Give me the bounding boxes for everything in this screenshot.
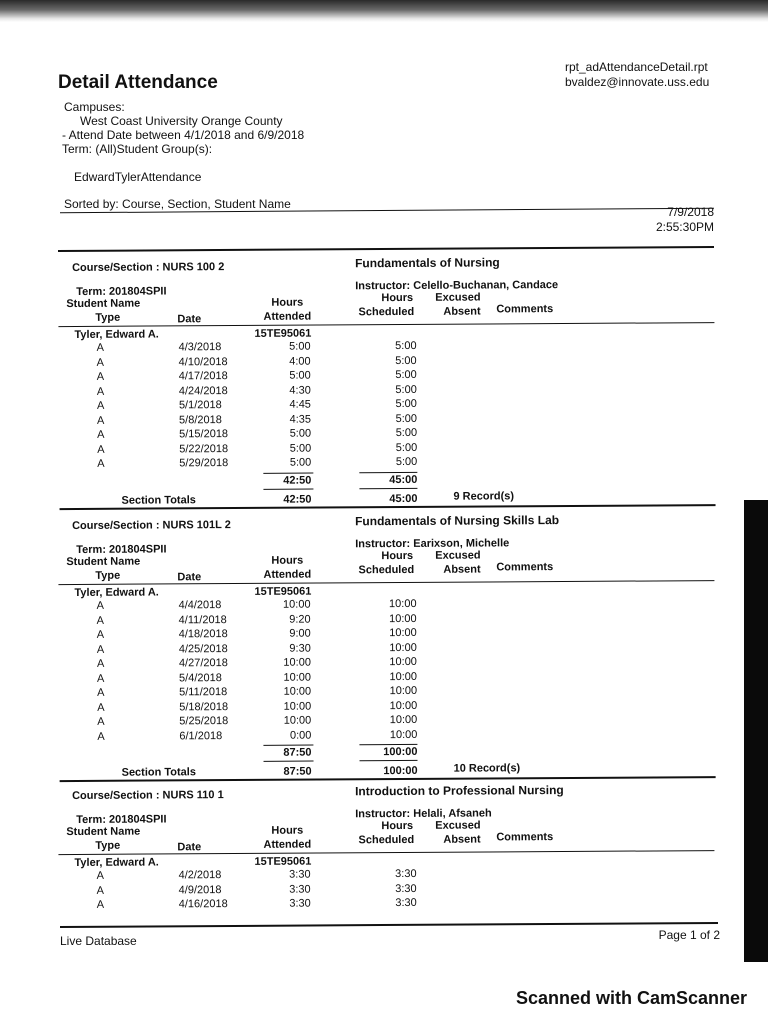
hours-attended: 3:30 (289, 868, 311, 881)
hours-scheduled: 10:00 (389, 612, 417, 625)
attendance-type: A (97, 457, 105, 470)
attendance-date: 4/24/2018 (178, 384, 228, 397)
attended-header: Attended (263, 568, 312, 581)
hours-attended: 10:00 (283, 656, 311, 669)
footer-database: Live Database (60, 934, 137, 948)
hours-scheduled: 3:30 (395, 882, 417, 895)
hours-scheduled: 5:00 (395, 354, 417, 367)
student-row-name: Tyler, Edward A. (74, 328, 159, 341)
hours-attended: 5:00 (289, 340, 311, 353)
excused-header: Excused (435, 549, 481, 562)
attendance-type: A (96, 657, 105, 670)
hours-header: Hours (381, 549, 414, 563)
total-scheduled: 100:00 (383, 764, 418, 778)
attendance-date: 4/10/2018 (178, 355, 228, 368)
hours-attended: 10:00 (283, 685, 312, 698)
attendance-type: A (96, 643, 105, 656)
campuses-label: Campuses: (64, 100, 125, 114)
attendance-date: 4/11/2018 (178, 613, 227, 626)
student-row-name: Tyler, Edward A. (74, 586, 159, 599)
attendance-type: A (96, 370, 105, 383)
course-name: Fundamentals of Nursing (355, 255, 500, 271)
print-date: 7/9/2018 (667, 205, 714, 219)
camscanner-watermark: Scanned with CamScanner (516, 988, 748, 1008)
hours-scheduled: 5:00 (395, 368, 417, 382)
attendance-type: A (96, 898, 105, 911)
hours-attended: 5:00 (289, 427, 312, 440)
term-filter: Term: (All)Student Group(s): (62, 142, 213, 156)
scheduled-header: Scheduled (358, 563, 415, 577)
attendance-type: A (97, 428, 105, 441)
attendance-type: A (96, 884, 105, 897)
attendance-date: 5/1/2018 (178, 399, 222, 412)
hours-scheduled: 3:30 (395, 867, 417, 881)
total-attended: 42:50 (283, 493, 312, 506)
course-name: Fundamentals of Nursing Skills Lab (355, 513, 560, 529)
student-row-name: Tyler, Edward A. (74, 856, 159, 869)
attendance-type: A (96, 356, 105, 369)
hours-header: Hours (271, 296, 304, 309)
student-id: 15TE95061 (254, 855, 312, 868)
attendance-type: A (96, 628, 105, 641)
instructor-name: Instructor: Helali, Afsaneh (355, 807, 492, 821)
attendance-date: 5/22/2018 (179, 442, 229, 455)
course-section-label: Course/Section : NURS 101L 2 (72, 519, 231, 533)
page-number: Page 1 of 2 (658, 928, 720, 942)
attendance-date: 4/4/2018 (178, 599, 222, 612)
subtotal-underline-scheduled (359, 487, 417, 488)
hours-header: Hours (271, 824, 304, 837)
attendance-date: 5/29/2018 (179, 457, 229, 470)
course-section (0, 510, 768, 779)
column-header-rule (58, 850, 714, 855)
student-group: EdwardTylerAttendance (74, 170, 202, 184)
type-header: Type (95, 311, 121, 324)
subtotal-underline-attended (264, 761, 314, 762)
attendance-type: A (97, 701, 105, 714)
date-header: Date (177, 571, 202, 584)
attendance-type: A (96, 414, 105, 427)
section-totals-label: Section Totals (121, 766, 196, 779)
attendance-type: A (96, 599, 104, 612)
term-label: Term: 201804SPII (76, 813, 167, 826)
scheduled-header: Scheduled (358, 305, 415, 319)
attendance-date: 5/15/2018 (179, 428, 229, 441)
attendance-type: A (96, 614, 105, 627)
hours-attended: 4:00 (289, 355, 311, 368)
type-header: Type (95, 569, 121, 582)
hours-attended: 3:30 (289, 897, 311, 910)
comments-header: Comments (496, 303, 554, 316)
hours-header: Hours (271, 554, 304, 567)
attendance-date: 4/3/2018 (178, 341, 222, 354)
attendance-date: 4/27/2018 (178, 657, 228, 670)
hours-scheduled: 5:00 (395, 455, 418, 469)
attended-header: Attended (263, 838, 312, 851)
attendance-date: 4/25/2018 (178, 642, 228, 655)
hours-scheduled: 10:00 (389, 728, 418, 741)
attendance-date: 4/16/2018 (178, 898, 228, 911)
hours-scheduled: 10:00 (389, 626, 417, 640)
hours-attended: 4:30 (289, 384, 311, 397)
attendance-date: 4/18/2018 (178, 628, 228, 641)
hours-attended: 10:00 (283, 671, 312, 684)
hours-attended: 10:00 (283, 714, 312, 727)
attendance-type: A (96, 869, 104, 882)
hours-scheduled: 5:00 (395, 397, 417, 411)
excused-header: Excused (435, 291, 481, 304)
student-name-header: Student Name (66, 825, 141, 839)
attendance-date: 5/4/2018 (178, 671, 222, 684)
attendance-date: 5/8/2018 (178, 413, 222, 426)
hours-scheduled: 5:00 (395, 412, 418, 425)
hours-attended: 3:30 (289, 883, 311, 896)
attendance-type: A (97, 715, 105, 728)
subtotal-attended: 87:50 (283, 746, 312, 759)
term-label: Term: 201804SPII (76, 285, 167, 298)
subtotal-underline-scheduled (360, 760, 418, 761)
hours-scheduled: 5:00 (395, 426, 418, 440)
comments-header: Comments (496, 561, 554, 574)
hours-scheduled: 10:00 (388, 597, 417, 611)
total-scheduled: 45:00 (389, 492, 418, 505)
print-time: 2:55:30PM (655, 220, 714, 234)
hours-attended: 9:20 (289, 613, 311, 626)
course-section-label: Course/Section : NURS 100 2 (72, 261, 225, 275)
absent-header: Absent (443, 305, 481, 318)
column-header-rule (58, 580, 714, 585)
scheduled-header: Scheduled (358, 833, 415, 847)
date-filter: - Attend Date between 4/1/2018 and 6/9/2018 (62, 128, 305, 142)
sorted-by: Sorted by: Course, Section, Student Name (64, 197, 291, 211)
subtotal-underline-attended (263, 488, 313, 489)
student-id: 15TE95061 (254, 327, 312, 340)
hours-attended: 4:35 (289, 413, 312, 426)
comments-header: Comments (496, 831, 554, 844)
hours-attended: 4:45 (289, 398, 311, 411)
attendance-type: A (96, 672, 105, 685)
course-section (0, 252, 768, 507)
excused-header: Excused (435, 819, 481, 832)
hours-scheduled: 10:00 (389, 655, 417, 669)
attendance-type: A (96, 341, 104, 354)
hours-attended: 9:00 (289, 627, 311, 640)
student-name-header: Student Name (66, 555, 141, 569)
hours-attended: 5:00 (289, 369, 311, 382)
hours-attended: 0:00 (289, 729, 312, 742)
instructor-name: Instructor: Earixson, Michelle (355, 537, 510, 551)
report-title: Detail Attendance (58, 72, 218, 93)
hours-attended: 5:00 (289, 442, 312, 455)
campus-name: West Coast University Orange County (80, 114, 283, 128)
attendance-type: A (97, 730, 105, 743)
subtotal-attended: 42:50 (283, 474, 312, 487)
student-id: 15TE95061 (254, 585, 312, 598)
attendance-type: A (97, 443, 105, 456)
absent-header: Absent (443, 563, 481, 576)
type-header: Type (95, 839, 121, 852)
course-name: Introduction to Professional Nursing (355, 783, 564, 799)
column-header-rule (58, 322, 714, 327)
hours-attended: 9:30 (289, 642, 311, 655)
report-user-email: bvaldez@innovate.uss.edu (565, 75, 710, 89)
attended-header: Attended (263, 310, 312, 323)
hours-scheduled: 10:00 (389, 699, 418, 712)
attendance-date: 4/9/2018 (178, 883, 222, 896)
hours-header: Hours (381, 819, 414, 833)
hours-scheduled: 10:00 (389, 713, 418, 727)
attendance-date: 5/11/2018 (179, 686, 228, 699)
record-count: 9 Record(s) (453, 489, 515, 503)
term-label: Term: 201804SPII (76, 543, 167, 556)
subtotal-scheduled: 45:00 (389, 473, 418, 486)
absent-header: Absent (443, 833, 481, 846)
hours-attended: 10:00 (283, 700, 312, 713)
hours-scheduled: 5:00 (395, 339, 417, 353)
hours-scheduled: 10:00 (389, 641, 417, 654)
hours-header: Hours (381, 291, 414, 305)
student-name-header: Student Name (66, 297, 141, 311)
section-top-rule (58, 246, 714, 252)
attendance-type: A (96, 385, 105, 398)
subtotal-scheduled: 100:00 (383, 745, 418, 759)
attendance-type: A (96, 399, 105, 412)
total-attended: 87:50 (283, 765, 312, 778)
hours-scheduled: 10:00 (389, 684, 418, 698)
attendance-date: 6/1/2018 (179, 729, 223, 742)
date-header: Date (177, 841, 202, 854)
attendance-date: 4/17/2018 (178, 370, 228, 383)
hours-attended: 10:00 (282, 598, 311, 611)
course-section-label: Course/Section : NURS 110 1 (72, 789, 224, 803)
hours-attended: 5:00 (289, 456, 312, 469)
attendance-date: 4/2/2018 (178, 869, 222, 882)
attendance-date: 5/18/2018 (179, 700, 229, 713)
date-header: Date (177, 313, 202, 326)
hours-scheduled: 5:00 (395, 441, 418, 454)
instructor-name: Instructor: Celello-Buchanan, Candace (355, 279, 559, 293)
attendance-type: A (97, 686, 105, 699)
hours-scheduled: 5:00 (395, 383, 417, 396)
attendance-date: 5/25/2018 (179, 715, 229, 728)
report-file-name: rpt_adAttendanceDetail.rpt (565, 60, 708, 74)
scan-top-shadow (0, 0, 768, 22)
record-count: 10 Record(s) (453, 762, 521, 775)
section-totals-label: Section Totals (121, 493, 196, 507)
hours-scheduled: 3:30 (395, 896, 417, 910)
hours-scheduled: 10:00 (389, 670, 418, 683)
